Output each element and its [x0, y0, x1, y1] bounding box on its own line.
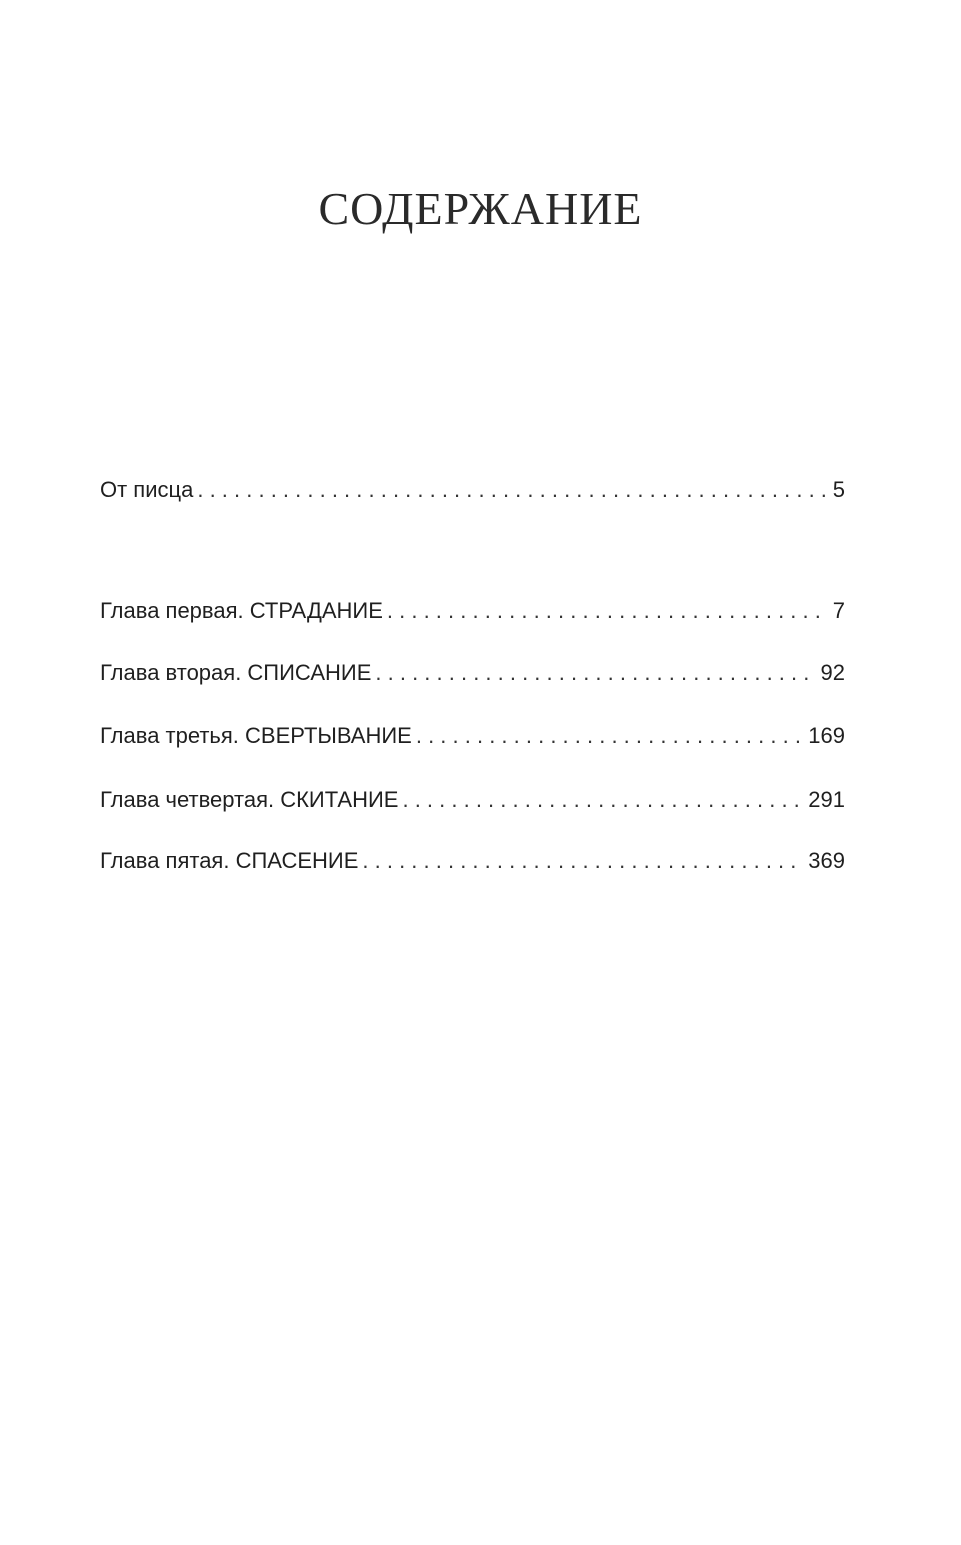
toc-entry-page: 369	[808, 848, 845, 873]
toc-entry-page: 291	[808, 787, 845, 812]
dot-leader	[416, 723, 804, 749]
toc-entry-label: От писца	[100, 477, 194, 502]
toc-entry-page: 92	[820, 660, 845, 685]
toc-entry-page: 7	[832, 598, 845, 623]
toc-entry	[100, 598, 845, 632]
toc-entry-label: Глава первая. СТРАДАНИЕ	[100, 598, 383, 623]
toc-entry-label: Глава вторая. СПИСАНИЕ	[100, 660, 372, 685]
toc-entry	[100, 787, 845, 821]
toc-entry-label: Глава третья. СВЕРТЫВАНИЕ	[100, 723, 412, 748]
dot-leader	[197, 477, 828, 503]
toc-entry	[100, 723, 845, 757]
toc-entry	[100, 477, 845, 511]
dot-leader	[375, 660, 816, 686]
toc-entry-label: Глава пятая. СПАСЕНИЕ	[100, 848, 359, 873]
dot-leader	[387, 598, 829, 624]
toc-entry-label: Глава четвертая. СКИТАНИЕ	[100, 787, 399, 812]
dot-leader	[362, 848, 804, 874]
table-of-contents	[100, 0, 845, 1545]
toc-entry-page: 5	[832, 477, 845, 502]
dot-leader	[402, 787, 804, 813]
toc-entry	[100, 660, 845, 694]
toc-entry-page: 169	[808, 723, 845, 748]
toc-entry	[100, 848, 845, 882]
page-title: СОДЕРЖАНИЕ	[318, 183, 643, 234]
